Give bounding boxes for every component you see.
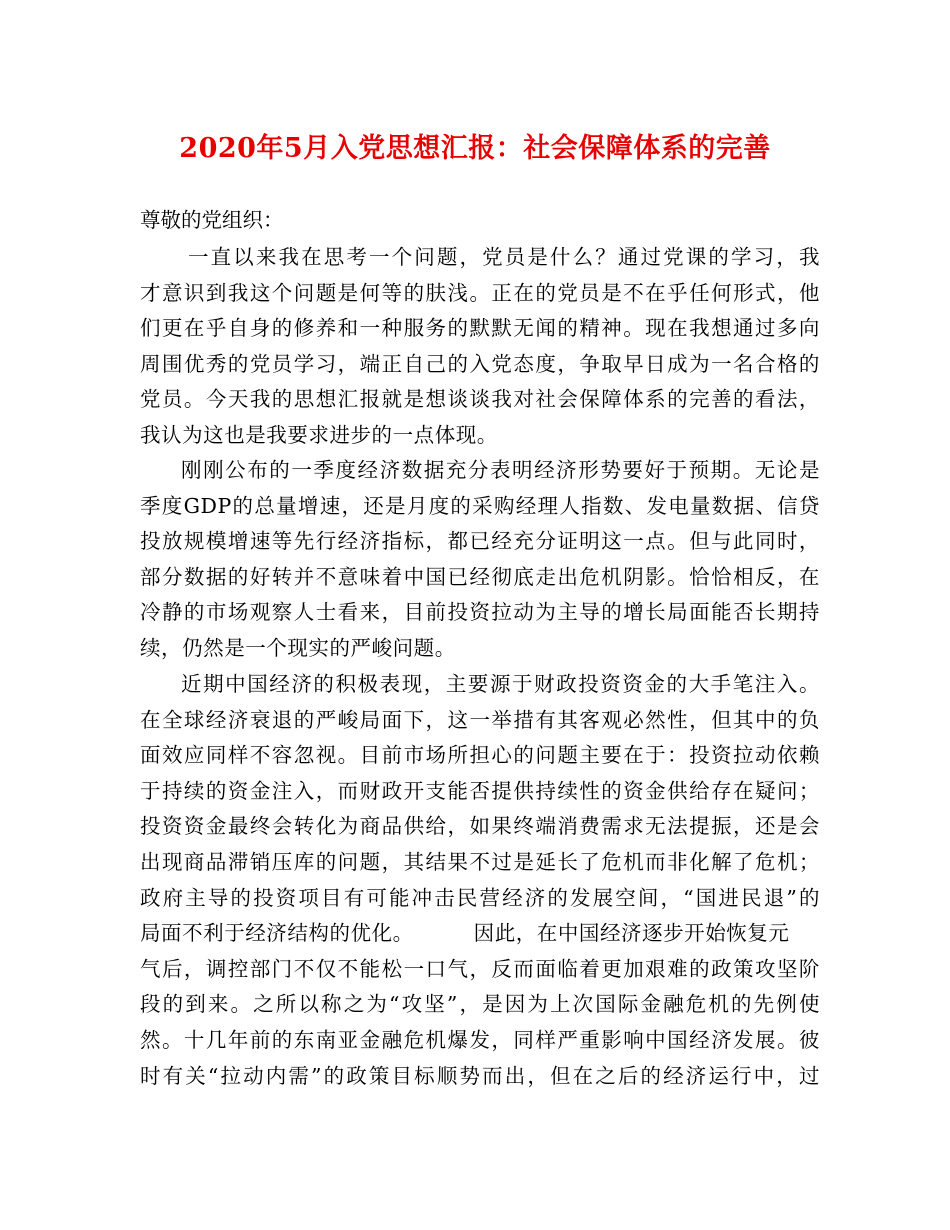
paragraph-line: 们更在乎自身的修养和一种服务的默默无闻的精神。现在我想通过多向 xyxy=(140,316,820,341)
paragraph-line: 面效应同样不容忽视。目前市场所担心的问题主要在于：投资拉动依赖 xyxy=(140,743,820,768)
paragraph-line: 然。十几年前的东南亚金融危机爆发，同样严重影响中国经济发展。彼 xyxy=(140,1027,820,1052)
paragraph-line: 刚刚公布的一季度经济数据充分表明经济形势要好于预期。无论是 xyxy=(181,458,820,482)
paragraph-line: 时有关“拉动内需”的政策目标顺势而出，但在之后的经济运行中，过 xyxy=(140,1063,820,1088)
paragraph-line: 投资资金最终会转化为商品供给，如果终端消费需求无法提振，还是会 xyxy=(140,814,820,839)
paragraph-4-first-line: 因此，在中国经济逐步开始恢复元 xyxy=(473,921,790,946)
paragraph-line: 周围优秀的党员学习，端正自己的入党态度，争取早日成为一名合格的 xyxy=(140,351,820,376)
salutation: 尊敬的党组织： xyxy=(140,208,284,232)
document-title: 2020年5月入党思想汇报：社会保障体系的完善 xyxy=(179,133,771,164)
paragraph-line: 在全球经济衰退的严峻局面下，这一举措有其客观必然性，但其中的负 xyxy=(140,707,820,732)
paragraph-line: 我认为这也是我要求进步的一点体现。 xyxy=(140,422,498,447)
paragraph-line: 续，仍然是一个现实的严峻问题。 xyxy=(140,635,456,660)
paragraph-line: 部分数据的好转并不意味着中国已经彻底走出危机阴影。恰恰相反，在 xyxy=(140,564,820,589)
paragraph-2 xyxy=(140,453,820,667)
paragraph-3 xyxy=(140,667,820,1094)
paragraph-line: 气后，调控部门不仅不能松一口气，反而面临着更加艰难的政策攻坚阶 xyxy=(140,956,820,981)
paragraph-line: 季度GDP的总量增速，还是月度的采购经理人指数、发电量数据、信贷 xyxy=(140,493,820,518)
paragraph-line: 一直以来我在思考一个问题，党员是什么？通过党课的学习，我 xyxy=(188,245,820,269)
paragraph-line: 段的到来。之所以称之为“攻坚”，是因为上次国际金融危机的先例使 xyxy=(140,992,820,1017)
paragraph-3-last-line: 局面不利于经济结构的优化。 xyxy=(140,921,414,946)
paragraph-line: 投放规模增速等先行经济指标，都已经充分证明这一点。但与此同时， xyxy=(140,529,820,554)
paragraph-1 xyxy=(140,240,820,454)
paragraph-line: 才意识到我这个问题是何等的肤浅。正在的党员是不在乎任何形式，他 xyxy=(140,280,820,305)
paragraph-line: 党员。今天我的思想汇报就是想谈谈我对社会保障体系的完善的看法， xyxy=(140,387,820,412)
paragraph-line: 冷静的市场观察人士看来，目前投资拉动为主导的增长局面能否长期持 xyxy=(140,600,820,625)
paragraph-line: 出现商品滞销压库的问题，其结果不过是延长了危机而非化解了危机； xyxy=(140,849,820,874)
paragraph-line: 政府主导的投资项目有可能冲击民营经济的发展空间，“国进民退”的 xyxy=(140,885,820,910)
paragraph-line: 近期中国经济的积极表现，主要源于财政投资资金的大手笔注入。 xyxy=(181,672,820,696)
paragraph-line-mixed xyxy=(140,916,820,952)
paragraph-line: 于持续的资金注入，而财政开支能否提供持续性的资金供给存在疑问； xyxy=(140,778,820,803)
